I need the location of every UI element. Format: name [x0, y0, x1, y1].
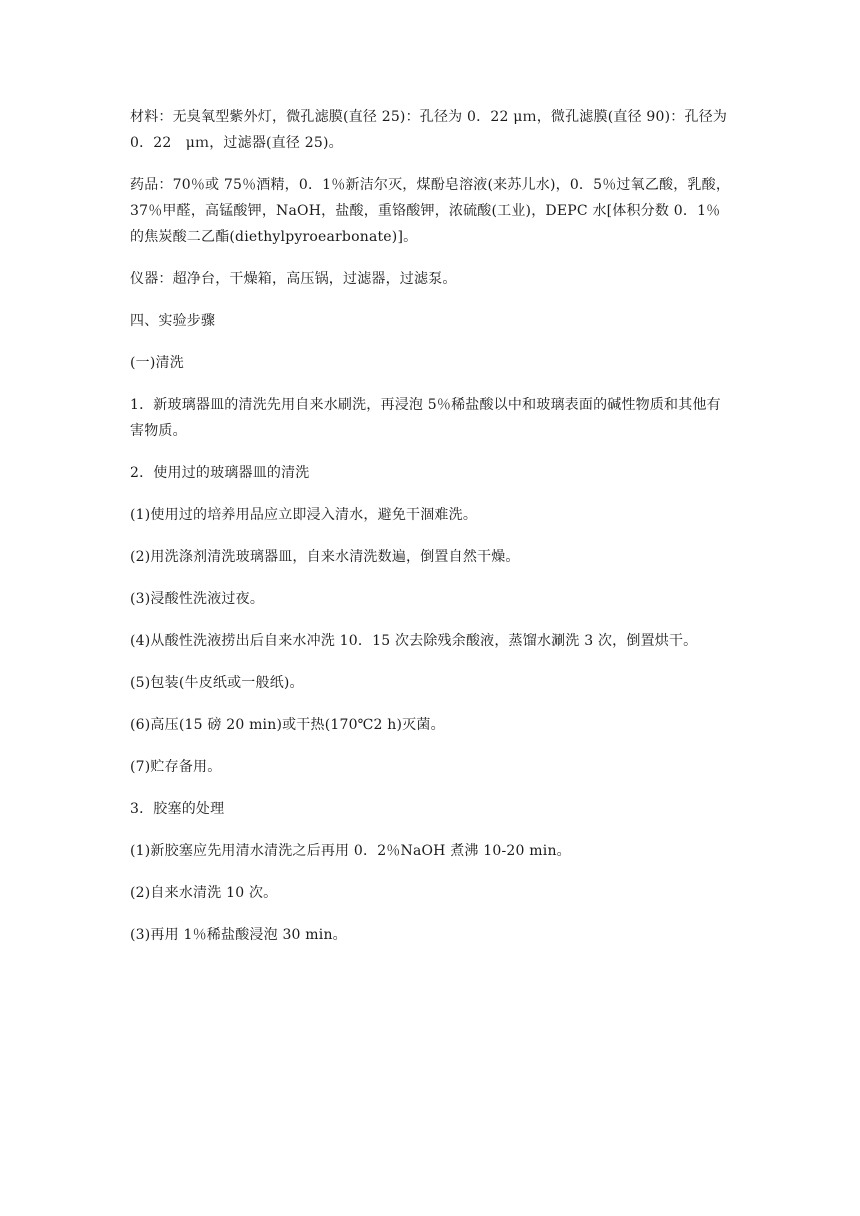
subsection-heading: (一)清洗 — [130, 355, 184, 371]
materials-paragraph: 材料：无臭氧型紫外灯，微孔滤膜(直径 25)：孔径为 0．22 μｍ，微孔滤膜(直径 90)：孔径为 0．22 μｍ，过滤器(直径 25)。 — [130, 109, 728, 151]
instruments-paragraph: 仪器：超净台，干燥箱，高压锅，过滤器，过滤泵。 — [130, 271, 457, 287]
substep-paragraph: (5)包装(牛皮纸或一般纸)。 — [130, 675, 304, 691]
document-page — [130, 104, 734, 964]
substep-paragraph: (1)新胶塞应先用清水清洗之后再用 0．2％NaOH 煮沸 10-20 min。 — [130, 843, 571, 859]
step-heading: 3．胶塞的处理 — [130, 801, 225, 817]
substep-paragraph: (3)再用 1％稀盐酸浸泡 30 min。 — [130, 927, 347, 943]
substep-paragraph: (1)使用过的培养用品应立即浸入清水，避免干涸难洗。 — [130, 507, 478, 523]
substep-paragraph: (3)浸酸性洗液过夜。 — [130, 591, 265, 607]
reagents-paragraph: 药品：70％或 75％酒精，0．1％新洁尔灭，煤酚皂溶液(来苏儿水)，0．5％过氧乙酸，乳酸，37％甲醛，高锰酸钾，NaOH，盐酸，重铬酸钾，浓硫酸(工业)，DEPC 水[体积分数 0．1％的焦炭酸二乙酯(diethylpyroearbonate)]。 — [130, 177, 731, 245]
substep-paragraph: (2)自来水清洗 10 次。 — [130, 885, 278, 901]
substep-paragraph: (2)用洗涤剂清洗玻璃器皿，自来水清洗数遍，倒置自然干燥。 — [130, 549, 520, 565]
substep-paragraph: (4)从酸性洗液捞出后自来水冲洗 10．15 次去除残余酸液，蒸馏水涮洗 3 次，倒置烘干。 — [130, 633, 698, 649]
step-heading: 2．使用过的玻璃器皿的清洗 — [130, 465, 310, 481]
substep-paragraph: (7)贮存备用。 — [130, 759, 222, 775]
step-paragraph: 1．新玻璃器皿的清洗先用自来水刷洗，再浸泡 5％稀盐酸以中和玻璃表面的碱性物质和其他有害物质。 — [130, 397, 721, 439]
section-heading: 四、实验步骤 — [130, 313, 216, 329]
substep-paragraph: (6)高压(15 磅 20 min)或干热(170℃2 h)灭菌。 — [130, 717, 445, 733]
